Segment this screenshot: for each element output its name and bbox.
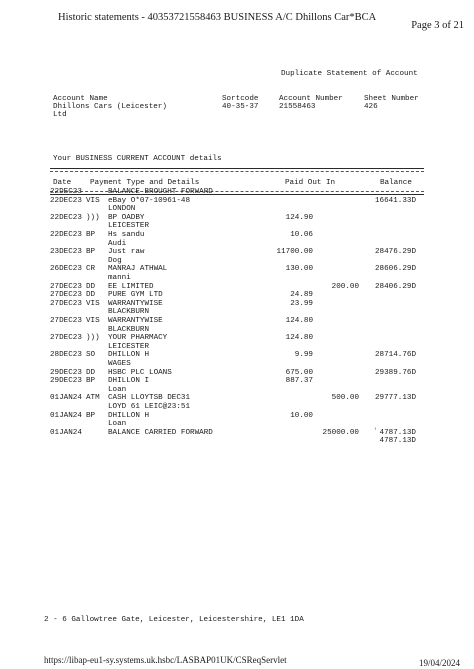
row-type: DD [86,291,96,300]
row-description: CASH LLOYTSB DEC31 [108,394,191,403]
row-description: WAGES [108,360,131,368]
row-balance: 28406.29D [374,282,416,291]
row-description: BALANCE BROUGHT FORWARD [108,188,213,196]
row-type: ATM [86,394,100,403]
row-paid-in: 25000.00 [322,428,359,437]
account-number-label: Account Number [279,95,343,103]
row-date: 01JAN24 [50,411,82,420]
account-section-title: Your BUSINESS CURRENT ACCOUNT details [53,155,222,163]
header-bottom-rule [50,194,424,195]
column-header-date: Date [53,179,72,187]
row-date: 29DEC23 [50,368,82,377]
row-description: DHILLON H [108,351,150,360]
row-description: LONDON [108,205,136,214]
row-type: BP [86,248,96,257]
row-type: ))) [86,334,100,343]
row-date: 27DEC23 [50,334,82,343]
row-description: Audi [108,239,127,248]
row-type: BP [86,231,96,239]
row-description: Dog [108,256,122,265]
row-description: BLACKBURN [108,325,150,334]
document-title: Historic statements - 40353721558463 BUSINESS A/C Dhillons Car*BCA [58,12,377,23]
row-paid-out: 130.00 [285,265,313,274]
row-paid-out: 675.00 [285,368,313,377]
column-header-paid-in: In [326,179,336,187]
row-paid-out: 10.06 [290,231,313,239]
row-balance: 28606.29D [374,265,416,274]
print-date: 19/04/2024 [418,658,460,668]
row-paid-out: 124.90 [285,213,313,222]
sheet-number-label: Sheet Number [364,95,419,103]
row-balance: 28476.29D [374,248,416,257]
row-type: ))) [86,213,100,222]
sortcode-label: Sortcode [222,95,259,103]
row-date: 23DEC23 [50,248,82,257]
row-date: 28DEC23 [50,351,82,360]
row-date: 01JAN24 [50,428,82,437]
branch-address: 2 - 6 Gallowtree Gate, Leicester, Leicestershire, LE1 1DA [44,616,304,624]
row-type: VIS [86,299,100,308]
row-paid-out: 23.99 [290,299,313,308]
row-date: 26DEC23 [50,265,82,274]
sheet-number-value: 426 [364,103,378,111]
row-description: WARRANTYWISE [108,317,163,325]
row-date: 22DEC23 [50,213,82,222]
row-date: 27DEC23 [50,299,82,308]
column-header-balance: Balance [380,179,412,187]
row-description: Loan [108,420,127,429]
sortcode-value: 40-35-37 [222,103,259,111]
row-date: 27DEC23 [50,291,82,300]
table-top-rule-dotted [50,171,424,172]
row-description: manni [108,274,131,282]
row-paid-out: 10.00 [290,411,313,420]
row-description: LEICESTER [108,222,150,231]
row-paid-out: 124.80 [285,317,313,325]
row-description: Just raw [108,248,145,257]
row-balance: 29777.13D [374,394,416,403]
row-type: BP [86,411,96,420]
header-bottom-rule-dotted [50,191,424,192]
column-header-paid-out: Paid Out [285,179,322,187]
row-description: BLACKBURN [108,308,150,317]
row-type: SO [86,351,96,360]
row-description: WARRANTYWISE [108,299,163,308]
account-name-label: Account Name [53,95,108,103]
statement-heading: Duplicate Statement of Account [281,70,418,78]
row-description: Loan [108,385,127,394]
row-description: PURE GYM LTD [108,291,163,300]
row-description: MANRAJ ATHWAL [108,265,168,274]
account-number-value: 21558463 [279,103,316,111]
row-description: LOYD 61 LEIC@23:51 [108,403,191,411]
row-balance: 29389.76D [374,368,416,377]
column-header-payment: Payment Type and Details [90,179,200,187]
row-description: YOUR PHARMACY [108,334,168,343]
row-description: HSBC PLC LOANS [108,368,172,377]
row-description: EE LIMITED [108,282,154,291]
row-balance: 28714.76D [374,351,416,360]
row-paid-out: 24.89 [290,291,313,300]
margin-mark: ' [373,428,378,436]
row-type: BP [86,377,96,386]
account-name-value-line2: Ltd [53,111,67,119]
row-balance: 4787.13D [379,428,416,437]
row-type: VIS [86,196,100,205]
row-paid-out: 11700.00 [276,248,313,257]
row-date: 27DEC23 [50,282,82,291]
row-description: Hs sandu [108,231,145,239]
row-description: DHILLON I [108,377,150,386]
row-paid-in: 200.00 [331,282,359,291]
page-number: Page 3 of 21 [411,20,464,31]
row-date: 22DEC23 [50,188,82,196]
row-description: eBay O*07-10961-48 [108,196,191,205]
row-date: 22DEC23 [50,196,82,205]
row-paid-out: 9.99 [294,351,313,360]
row-paid-out: 124.80 [285,334,313,343]
row-description: LEICESTER [108,342,150,351]
row-date: 22DEC23 [50,231,82,239]
row-description: BP OADBY [108,213,145,222]
row-description: DHILLON H [108,411,150,420]
row-date: 29DEC23 [50,377,82,386]
row-paid-out: 887.37 [285,377,313,386]
account-name-value: Dhillons Cars (Leicester) [53,103,167,111]
page-url: https://libap-eu1-sy.systems.uk.hsbc/LASBAP01UK/CSReqServlet [44,655,287,665]
row-type: DD [86,282,96,291]
row-type: VIS [86,317,100,325]
row-type: CR [86,265,96,274]
row-balance: 4787.13D [379,437,416,446]
row-type: DD [86,368,96,377]
row-date: 27DEC23 [50,317,82,325]
table-top-rule [50,168,424,169]
row-paid-in: 500.00 [331,394,359,403]
row-description: BALANCE CARRIED FORWARD [108,428,213,437]
row-balance: 16641.33D [374,196,416,205]
row-date: 01JAN24 [50,394,82,403]
